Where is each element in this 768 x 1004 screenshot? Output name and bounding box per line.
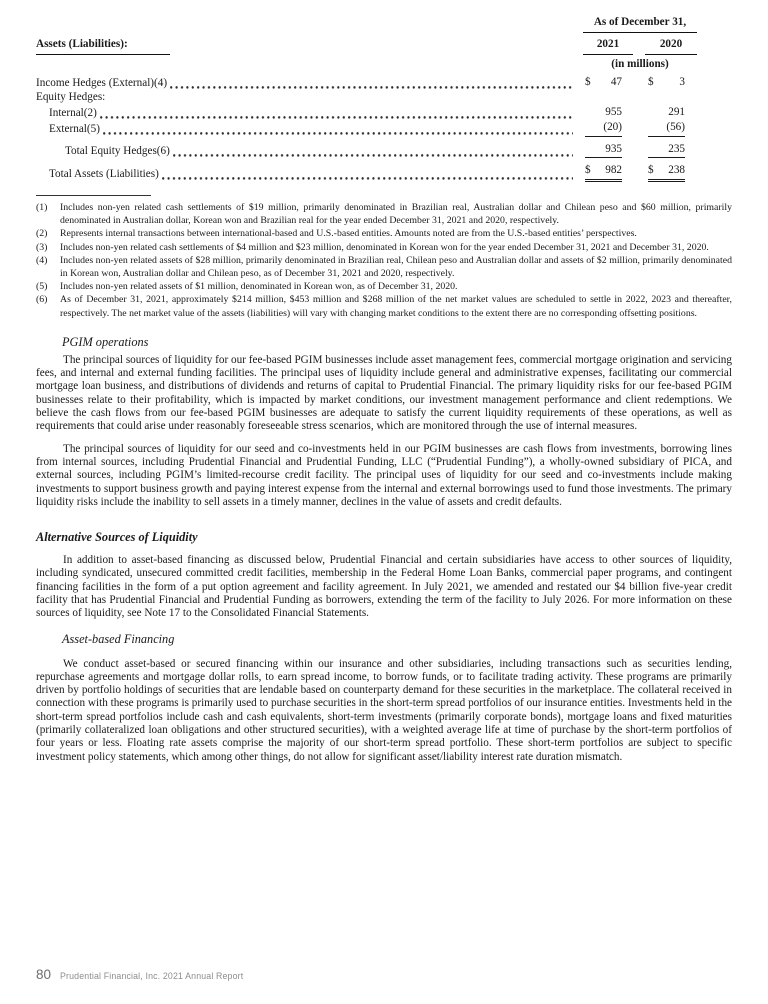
- paragraph-alternative-sources: In addition to asset-based financing as discussed below, Prudential Financial and certain subsidiaries have access to other sources of liquidity, including syndicated, unsecured committed credit facilities, membership in the Federal Home Loan Banks, commercial paper programs, and contingent financing facilities in the form of a put option agreement and facility agreement. In July 2021, we amended and restated our $4 billion five-year credit facility that has Prudential Financial and Prudential Funding as borrowers, extending the term of the facility to July 2026. For more information on these sources of liquidity, see Note 17 to the Consolidated Financial Statements.: [36, 554, 732, 620]
- footnote-5: [36, 280, 732, 293]
- currency-sign: $: [585, 164, 591, 177]
- col-header-2020: 2020: [645, 38, 697, 56]
- table-section-label: Assets (Liabilities):: [36, 38, 170, 56]
- footnote-marker: (2): [36, 228, 48, 240]
- heading-alternative-sources: Alternative Sources of Liquidity: [36, 530, 198, 545]
- table-row-internal: [36, 106, 697, 121]
- footnote-text: Includes non-yen related cash settlements of $19 million, primarily denominated in Brazilian real, Australian dollar and Chilean peso and $60 million, primarily denominated in Australian dollar, Korean won and Brazilian real for the year ended December 31, 2021 and 2020, respectively.: [60, 202, 732, 227]
- footnote-text: Includes non-yen related cash settlements of $4 million and $23 million, denominated in Korean won for the year ended December 31, 2021 and December 31, 2020.: [60, 241, 709, 253]
- table-header-row: [36, 38, 697, 56]
- value-2021: 935: [585, 143, 622, 159]
- value-2021: 955: [605, 105, 622, 118]
- dot-leader: [103, 125, 573, 137]
- footnote-text: Includes non-yen related assets of $28 million, primarily denominated in Brazilian real, Chilean peso and Australian dollar and assets of $2 million, primarily denominated in Korean won, Australian dollar and Chilean peso, as of December 31, 2021 and 2020, respectively.: [60, 254, 732, 280]
- paragraph-pgim-2: The principal sources of liquidity for our seed and co-investments held in our PGIM businesses are cash flows from investments, borrowing lines from internal sources, including Prudential Financial and Prudential Funding, LLC (“Prudential Funding”), a wholly-owned subsidiary of PICA, and external sources, including PGIM’s limited-recourse credit facility. The principal uses of liquidity for our seed and co-investments include making investments to support business growth and paying interest expense from the internal and external borrowings used to fund those investments. The primary liquidity risks include the inability to sell assets in a timely manner, declines in the value of assets and credit defaults.: [36, 442, 732, 508]
- page-content: [36, 16, 732, 764]
- hedges-table: [36, 16, 732, 182]
- value-2020: 291: [668, 105, 685, 118]
- footnote-text: Includes non-yen related assets of $1 million, denominated in Korean won, as of December 31, 2020.: [60, 281, 458, 293]
- currency-sign: $: [648, 75, 654, 88]
- footnote-marker: (1): [36, 202, 48, 214]
- footnote-3: [36, 241, 732, 254]
- row-label: Internal(2): [49, 106, 97, 119]
- table-units-row: [36, 58, 697, 72]
- dot-leader: [100, 108, 573, 120]
- table-row-income-hedges: [36, 76, 697, 91]
- page-number: 80: [36, 967, 52, 982]
- row-label: Income Hedges (External)(4): [36, 76, 168, 89]
- paragraph-pgim-1: The principal sources of liquidity for our fee-based PGIM businesses include asset management fees, commercial mortgage origination and servicing fees, and internal and external funding facilities. The principal uses of liquidity include general and administrative expenses, facilitating our commercial mortgage loan business, and distributions of dividends and returns of capital to Prudential Financial. The primary liquidity risks for our fee-based PGIM businesses relate to their profitability, which is impacted by market conditions, our investment management performance and client redemptions. We believe the cash flows from our fee-based PGIM businesses are adequate to satisfy the current liquidity requirements of these operations, as well as requirements that could arise under reasonably foreseeable stress scenarios, which are monitored through the use of internal measures.: [36, 353, 732, 433]
- footnote-marker: (6): [36, 294, 48, 306]
- row-label: External(5): [49, 123, 100, 136]
- footnote-marker: (3): [36, 241, 48, 253]
- footnote-2: [36, 227, 732, 240]
- footnote-text: As of December 31, 2021, approximately $214 million, $453 million and $268 million of the net market values are scheduled to settle in 2022, 2023 and thereafter, respectively. The net market value of the assets (liabilities) will vary with changing market conditions to the extent there are no corresponding offsetting positions.: [60, 294, 732, 319]
- footnotes-block: [36, 201, 732, 320]
- row-label: Equity Hedges:: [36, 91, 106, 104]
- table-row-total-equity-hedges: [36, 143, 697, 159]
- heading-asset-based-financing: Asset-based Financing: [62, 631, 175, 646]
- page-footer: [36, 967, 243, 982]
- value-2021: (20): [585, 121, 622, 137]
- heading-pgim-operations: PGIM operations: [62, 334, 149, 349]
- row-label: Total Equity Hedges(6): [65, 144, 170, 157]
- value-2020: (56): [648, 121, 685, 137]
- currency-sign: $: [648, 164, 654, 177]
- footnote-6: [36, 293, 732, 319]
- table-period-header: As of December 31,: [583, 16, 697, 33]
- dot-leader: [173, 146, 573, 158]
- table-row-total-assets: [36, 164, 697, 182]
- report-title: Prudential Financial, Inc. 2021 Annual Report: [60, 971, 244, 981]
- table-row-equity-hedges-header: [36, 91, 697, 105]
- value-2020: $ 238: [648, 164, 685, 182]
- table-spanner-row: [36, 16, 697, 33]
- col-header-2021: 2021: [583, 38, 633, 56]
- value-2021: $ 982: [585, 164, 622, 182]
- currency-sign: $: [585, 75, 591, 88]
- value-2020: 235: [648, 143, 685, 159]
- paragraph-asset-based-financing: We conduct asset-based or secured financing within our insurance and other subsidiaries, including transactions such as securities lending, repurchase agreements and mortgage dollar rolls, to earn spread income, to borrow funds, or to facilitate trading activity. These programs are primarily driven by portfolio holdings of securities that are lendable based on counterparty demand for these securities in the marketplace. The collateral received in connection with these programs is primarily used to purchase securities in the short-term spread portfolios of our insurance entities. Investments held in the short-term spread portfolios include cash and cash equivalents, short-term investments (primarily corporate bonds), mortgage loans and fixed maturities (primarily collateralized loan obligations and other structured securities), with a weighted average life at time of purchase by the short-term portfolios of four years or less. Floating rate assets comprise the majority of our short-term spread portfolio. These short-term portfolios are subject to specific investment policy statements, which among other things, do not allow for significant asset/liability interest rate duration mismatch.: [36, 657, 732, 763]
- dot-leader: [162, 170, 573, 182]
- footnote-marker: (4): [36, 254, 48, 266]
- footnote-1: [36, 201, 732, 227]
- footnote-marker: (5): [36, 281, 48, 293]
- value-2020: $ 3: [648, 75, 685, 88]
- row-label: Total Assets (Liabilities): [49, 168, 159, 181]
- footnote-text: Represents internal transactions between international-based and U.S.-based entities. Amounts noted are from the U.S.-based entities’ perspectives.: [60, 228, 637, 240]
- footnote-separator: [36, 195, 151, 196]
- dot-leader: [170, 78, 573, 90]
- table-row-external: [36, 121, 697, 137]
- footnote-4: [36, 254, 732, 280]
- units-note: (in millions): [611, 58, 669, 71]
- value-2021: $ 47: [585, 75, 622, 88]
